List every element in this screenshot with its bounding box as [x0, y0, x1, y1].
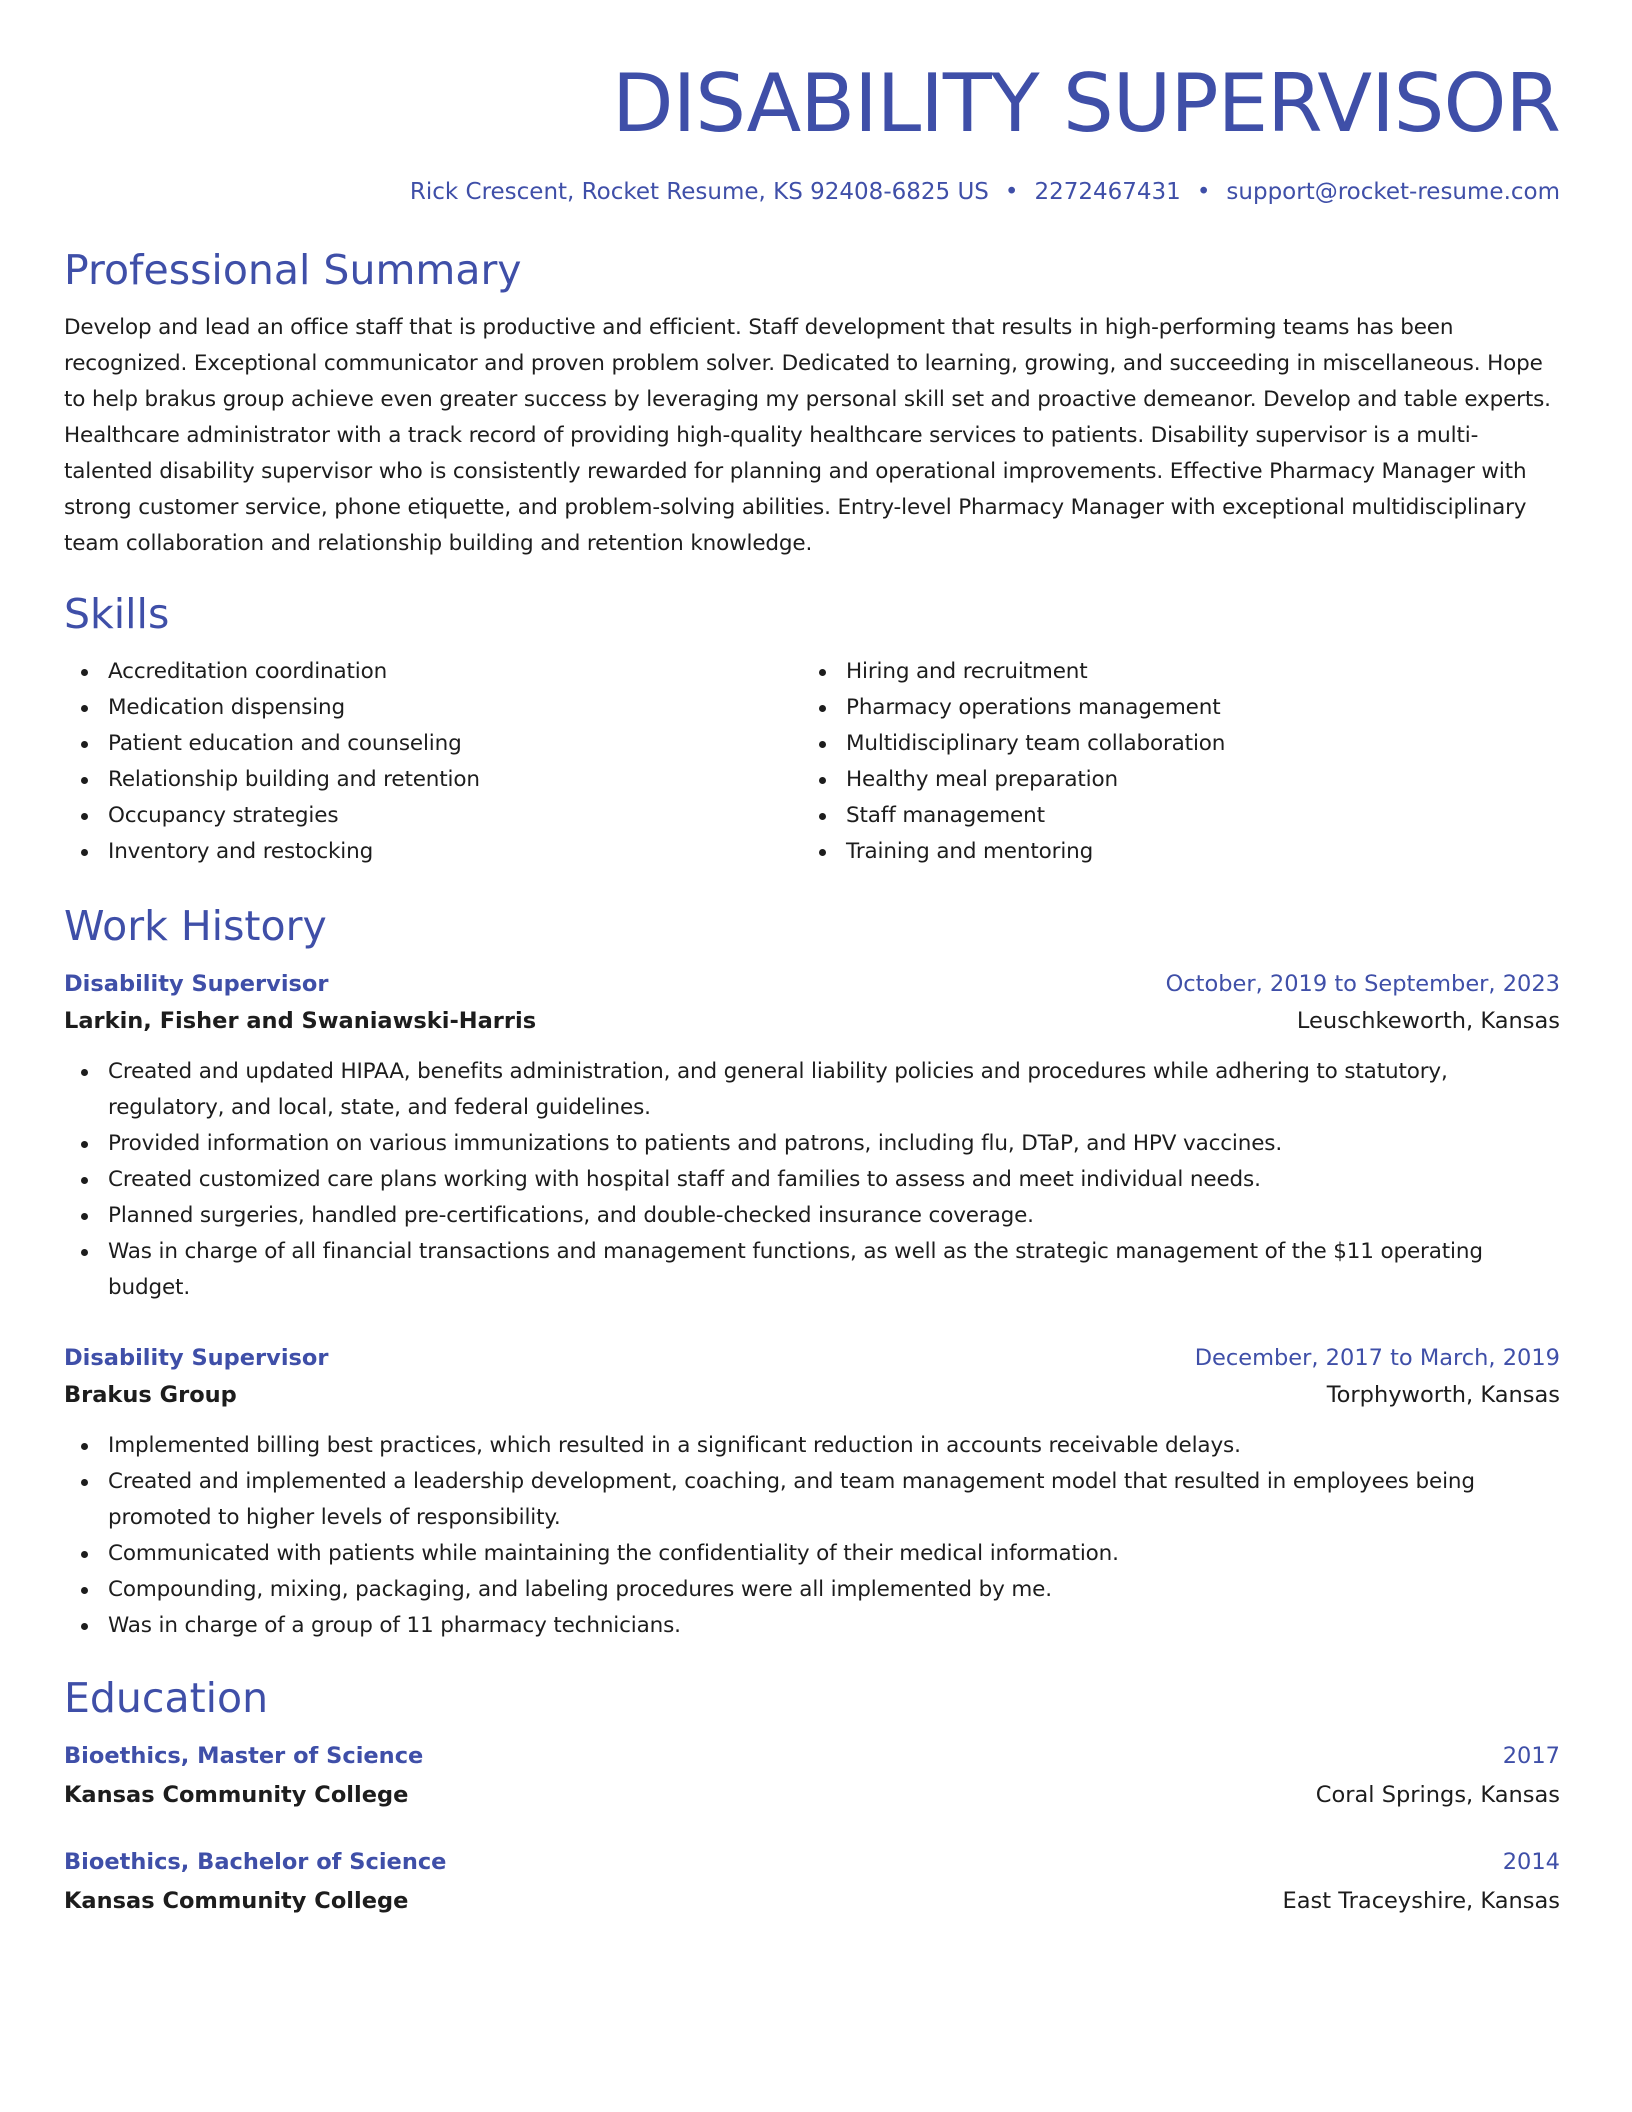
- education-entry: [64, 1844, 1560, 1922]
- contact-separator: •: [1004, 179, 1019, 205]
- job-bullet: Planned surgeries, handled pre-certifications, and double-checked insurance coverage.: [64, 1198, 1560, 1234]
- candidate-name: DISABILITY SUPERVISOR: [612, 57, 1560, 150]
- skill-item: Pharmacy operations management: [802, 690, 1540, 726]
- job-bullet: Provided information on various immunizations to patients and patrons, including flu, DTaP, and HPV vaccines.: [64, 1126, 1560, 1162]
- skill-item: Medication dispensing: [64, 690, 802, 726]
- degree: Bioethics, Bachelor of Science: [64, 1849, 447, 1875]
- contact-line: [64, 176, 1560, 208]
- skill-item: Training and mentoring: [802, 834, 1540, 870]
- job-entry: [64, 966, 1560, 1306]
- degree: Bioethics, Master of Science: [64, 1743, 424, 1769]
- resume-page: [64, 0, 1560, 1922]
- skill-item: Inventory and restocking: [64, 834, 802, 870]
- education-entry: [64, 1738, 1560, 1816]
- job-bullets: [64, 1054, 1560, 1306]
- section-title-work-history: Work History: [64, 902, 327, 950]
- skill-item: Healthy meal preparation: [802, 762, 1540, 798]
- job-bullet: Was in charge of a group of 11 pharmacy technicians.: [64, 1608, 1560, 1644]
- skill-item: Occupancy strategies: [64, 798, 802, 834]
- job-location: Torphyworth, Kansas: [1326, 1382, 1560, 1408]
- job-entry: [64, 1340, 1560, 1644]
- job-bullet: Created and updated HIPAA, benefits administration, and general liability policies and procedures while adhering to statutory, regulatory, and local, state, and federal guidelines.: [64, 1054, 1560, 1126]
- job-bullet: Was in charge of all financial transactions and management functions, as well as the strategic management of the $11 operating budget.: [64, 1234, 1560, 1306]
- school-location: East Traceyshire, Kansas: [1282, 1888, 1560, 1914]
- graduation-year: 2017: [1502, 1743, 1560, 1769]
- graduation-year: 2014: [1502, 1849, 1560, 1875]
- job-bullet: Communicated with patients while maintaining the confidentiality of their medical information.: [64, 1536, 1560, 1572]
- skill-item: Patient education and counseling: [64, 726, 802, 762]
- contact-separator: •: [1196, 179, 1211, 205]
- skills-column-left: [64, 654, 802, 870]
- skill-item: Multidisciplinary team collaboration: [802, 726, 1540, 762]
- skill-item: Relationship building and retention: [64, 762, 802, 798]
- school-location: Coral Springs, Kansas: [1315, 1782, 1560, 1808]
- contact-address: Rick Crescent, Rocket Resume, KS 92408-6825 US: [409, 179, 989, 205]
- job-title: Disability Supervisor: [64, 1345, 329, 1371]
- skill-item: Hiring and recruitment: [802, 654, 1540, 690]
- skill-item: Accreditation coordination: [64, 654, 802, 690]
- skill-item: Staff management: [802, 798, 1540, 834]
- skills-column-right: [802, 654, 1540, 870]
- job-company: Brakus Group: [64, 1382, 237, 1408]
- job-bullet: Implemented billing best practices, which resulted in a significant reduction in accounts receivable delays.: [64, 1428, 1560, 1464]
- section-title-summary: Professional Summary: [64, 246, 522, 294]
- school-name: Kansas Community College: [64, 1888, 409, 1914]
- job-location: Leuschkeworth, Kansas: [1296, 1008, 1560, 1034]
- job-bullet: Compounding, mixing, packaging, and labeling procedures were all implemented by me.: [64, 1572, 1560, 1608]
- contact-phone[interactable]: 2272467431: [1034, 179, 1181, 205]
- job-dates: December, 2017 to March, 2019: [1194, 1345, 1560, 1371]
- job-company: Larkin, Fisher and Swaniawski-Harris: [64, 1008, 537, 1034]
- contact-email[interactable]: support@rocket-resume.com: [1226, 179, 1560, 205]
- skills-list: [64, 654, 1560, 870]
- job-dates: October, 2019 to September, 2023: [1165, 971, 1560, 997]
- job-title: Disability Supervisor: [64, 971, 329, 997]
- section-title-education: Education: [64, 1674, 269, 1722]
- section-title-skills: Skills: [64, 590, 170, 638]
- job-bullets: [64, 1428, 1560, 1644]
- summary-paragraph: Develop and lead an office staff that is productive and efficient. Staff development that results in high-performing teams has been recognized. Exceptional communicator and proven problem solver. Dedicated to learning, growing, and succeeding in miscellaneous. Hope to help brakus group achieve even greater success by leveraging my personal skill set and proactive demeanor. Develop and table experts. Healthcare administrator with a track record of providing high-quality healthcare services to patients. Disability supervisor is a multi-talented disability supervisor who is consistently rewarded for planning and operational improvements. Effective Pharmacy Manager with strong customer service, phone etiquette, and problem-solving abilities. Entry-level Pharmacy Manager with exceptional multidisciplinary team collaboration and relationship building and retention knowledge.: [64, 315, 1551, 556]
- job-bullet: Created customized care plans working with hospital staff and families to assess and meet individual needs.: [64, 1162, 1560, 1198]
- school-name: Kansas Community College: [64, 1782, 409, 1808]
- job-bullet: Created and implemented a leadership development, coaching, and team management model that resulted in employees being promoted to higher levels of responsibility.: [64, 1464, 1560, 1536]
